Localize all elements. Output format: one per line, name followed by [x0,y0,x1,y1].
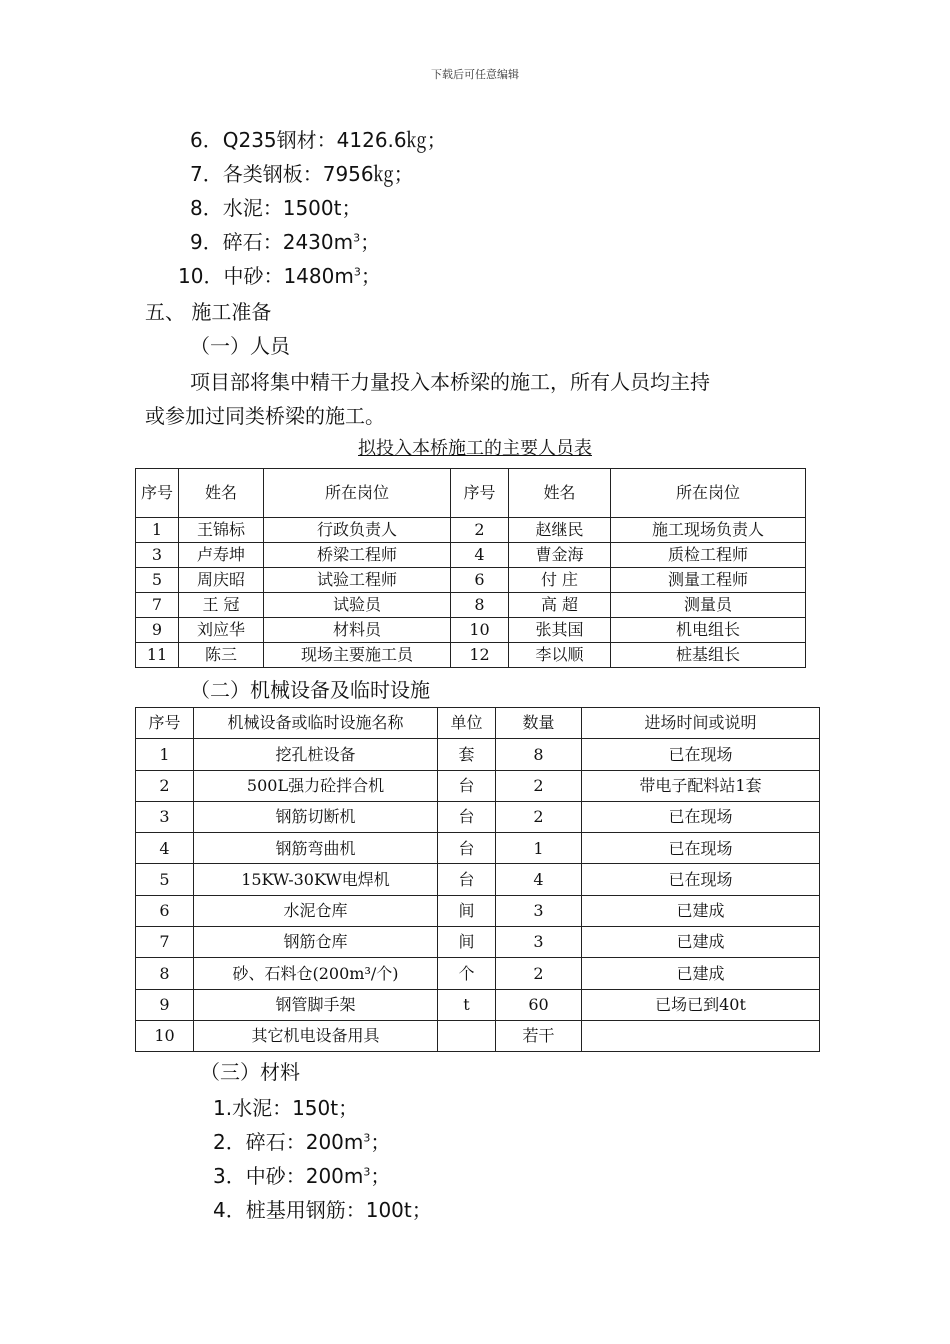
table-cell: 挖孔桩设备 [194,739,438,770]
table-row [136,543,806,568]
table-cell: 试验工程师 [264,568,451,593]
header-cell: 单位 [438,708,496,739]
table-cell: 套 [438,739,496,770]
table-cell: 500L强力砼拌合机 [194,770,438,801]
header-cell: 进场时间或说明 [582,708,820,739]
table-cell: 钢筋弯曲机 [194,833,438,864]
paragraph-line: 或参加过同类桥梁的施工。 [145,404,385,428]
table-cell: 个 [438,958,496,989]
subsection-heading: （二）机械设备及临时设施 [190,678,430,702]
table-cell: 施工现场负责人 [611,518,806,543]
table-cell: 已在现场 [582,833,820,864]
table-cell: 陈三 [179,643,264,668]
table-row [136,518,806,543]
table-cell: 已建成 [582,895,820,926]
table-cell: 试验员 [264,593,451,618]
personnel-table [135,468,806,668]
table-cell: 已建成 [582,958,820,989]
table-cell: 60 [496,989,582,1020]
table-cell: 若干 [496,1020,582,1051]
table-row [136,927,820,958]
table-cell: 3 [136,801,194,832]
table-cell: 高 超 [509,593,611,618]
table-cell: 6 [451,568,509,593]
table-header-row [136,708,820,739]
table-cell: 7 [136,927,194,958]
table-row [136,770,820,801]
table-cell: 2 [451,518,509,543]
table-cell: 11 [136,643,179,668]
header-cell: 姓名 [509,469,611,518]
table-cell: 带电子配料站1套 [582,770,820,801]
table-cell: 其它机电设备用具 [194,1020,438,1051]
subsection-heading: （一）人员 [190,334,290,358]
material-item: 9．碎石：$2430m^3$； [190,230,381,254]
material-item: 4．桩基用钢筋：100t； [213,1198,432,1222]
table-cell: 台 [438,770,496,801]
material-item: 10．中砂：$1480m^3$； [178,264,381,288]
table-cell: 10 [136,1020,194,1051]
header-cell: 机械设备或临时设施名称 [194,708,438,739]
table-cell: 1 [496,833,582,864]
table-row [136,1020,820,1051]
table-row [136,958,820,989]
table-cell: 已在现场 [582,801,820,832]
table-cell: 现场主要施工员 [264,643,451,668]
material-item: 7．各类钢板：7956㎏； [190,162,414,186]
table-cell: 5 [136,864,194,895]
table-cell: 李以顺 [509,643,611,668]
table-cell: 周庆昭 [179,568,264,593]
table-cell: 3 [496,927,582,958]
table-cell: 王锦标 [179,518,264,543]
table-cell: 3 [136,543,179,568]
table-cell: 测量工程师 [611,568,806,593]
paragraph-line: 项目部将集中精干力量投入本桥梁的施工，所有人员均主持 [190,370,710,394]
header-cell: 序号 [451,469,509,518]
table-cell: 8 [136,958,194,989]
table-cell: 张其国 [509,618,611,643]
table-cell: 王 冠 [179,593,264,618]
table-cell: 间 [438,895,496,926]
table-cell [438,1020,496,1051]
personnel-table-title: 拟投入本桥施工的主要人员表 [358,438,592,459]
table-cell: 台 [438,833,496,864]
table-cell: 已建成 [582,927,820,958]
table-cell: 测量员 [611,593,806,618]
table-cell: 9 [136,989,194,1020]
table-header-row [136,469,806,518]
section-heading: 五、 施工准备 [145,300,272,324]
table-cell: 钢筋仓库 [194,927,438,958]
table-cell: 7 [136,593,179,618]
table-cell: 已场已到40t [582,989,820,1020]
table-cell: 桩基组长 [611,643,806,668]
table-cell: 台 [438,864,496,895]
table-cell: 水泥仓库 [194,895,438,926]
table-cell: 桥梁工程师 [264,543,451,568]
table-row [136,833,820,864]
table-row [136,643,806,668]
material-item: 3．中砂：$200m^3$； [213,1164,391,1188]
table-cell: 钢管脚手架 [194,989,438,1020]
header-cell: 所在岗位 [264,469,451,518]
table-cell: 机电组长 [611,618,806,643]
table-cell: 行政负责人 [264,518,451,543]
table-row [136,864,820,895]
table-cell: 间 [438,927,496,958]
table-cell: 2 [496,958,582,989]
table-row [136,739,820,770]
table-row [136,593,806,618]
table-cell: 质检工程师 [611,543,806,568]
table-cell: 2 [496,770,582,801]
material-item: 1.水泥：150t； [213,1096,359,1120]
table-cell: 4 [496,864,582,895]
table-cell: 刘应华 [179,618,264,643]
table-cell: 卢寿坤 [179,543,264,568]
table-cell: 赵继民 [509,518,611,543]
table-cell: 砂、石料仓(200m³/个) [194,958,438,989]
table-row [136,618,806,643]
header-cell: 姓名 [179,469,264,518]
table-cell: 2 [136,770,194,801]
table-cell: 15KW-30KW电焊机 [194,864,438,895]
table-row [136,895,820,926]
table-cell: t [438,989,496,1020]
table-cell: 付 庄 [509,568,611,593]
material-item: 2．碎石：$200m^3$； [213,1130,391,1154]
table-cell: 2 [496,801,582,832]
table-cell: 10 [451,618,509,643]
table-cell: 曹金海 [509,543,611,568]
page-header: 下载后可任意编辑 [431,68,519,81]
table-row [136,568,806,593]
table-cell [582,1020,820,1051]
material-item: 6．Q235钢材：4126.6㎏； [190,128,447,152]
header-cell: 所在岗位 [611,469,806,518]
table-cell: 4 [136,833,194,864]
table-cell: 8 [496,739,582,770]
table-row [136,989,820,1020]
table-row [136,801,820,832]
table-cell: 钢筋切断机 [194,801,438,832]
table-cell: 1 [136,739,194,770]
equipment-table [135,707,820,1052]
table-cell: 台 [438,801,496,832]
table-cell: 3 [496,895,582,926]
table-cell: 9 [136,618,179,643]
table-cell: 12 [451,643,509,668]
material-item: 8．水泥：1500t； [190,196,362,220]
header-cell: 序号 [136,469,179,518]
table-cell: 8 [451,593,509,618]
table-cell: 1 [136,518,179,543]
header-cell: 数量 [496,708,582,739]
table-cell: 5 [136,568,179,593]
table-cell: 已在现场 [582,739,820,770]
table-cell: 已在现场 [582,864,820,895]
subsection-heading: （三）材料 [200,1060,300,1084]
table-cell: 6 [136,895,194,926]
header-cell: 序号 [136,708,194,739]
table-cell: 材料员 [264,618,451,643]
table-cell: 4 [451,543,509,568]
